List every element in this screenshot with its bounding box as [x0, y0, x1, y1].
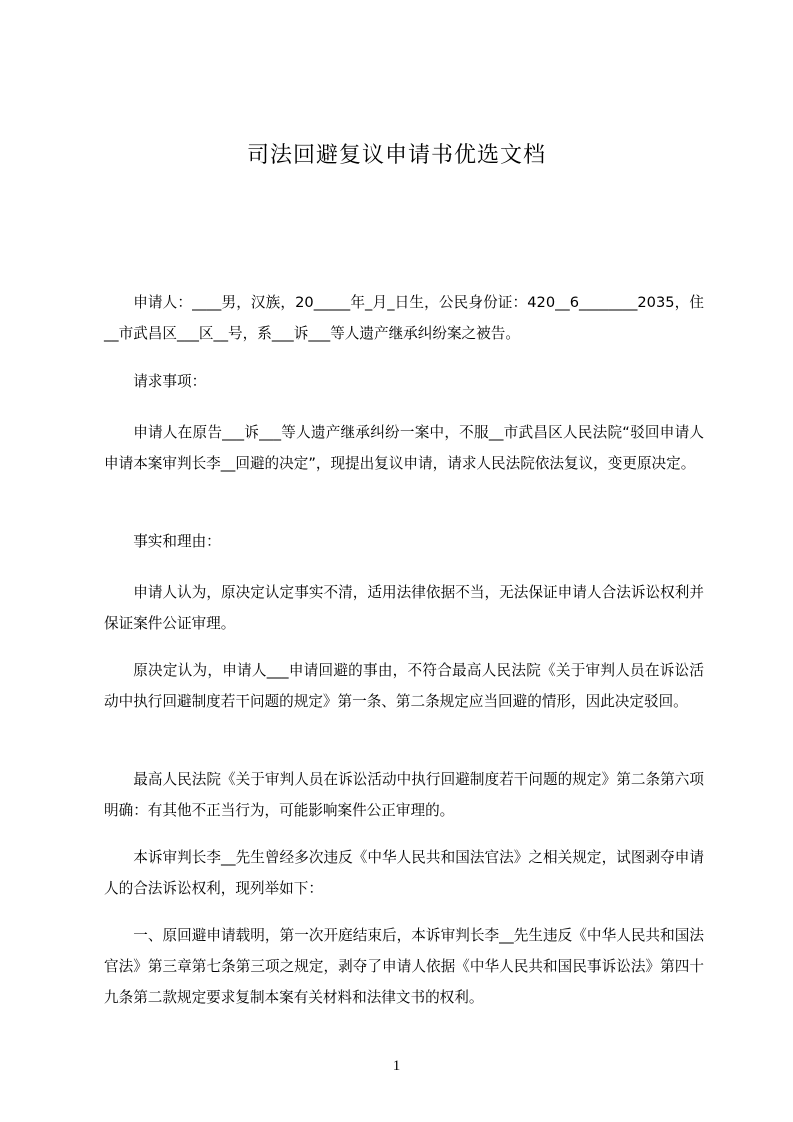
page-number: 1 — [392, 1058, 401, 1074]
request-heading: 请求事项： — [133, 373, 207, 390]
reason-paragraph-1: 申请人认为，原决定认定事实不清，适用法律依据不当，无法保证申请人合法诉讼权利并保证案件公证审理。 — [104, 584, 704, 632]
reason-paragraph-2: 原决定认为，申请人___申请回避的事由，不符合最高人民法院《关于审判人员在诉讼活动中执行回避制度若干问题的规定》第一条、第二条规定应当回避的情形，因此决定驳回。 — [104, 662, 704, 710]
applicant-info-paragraph: 申请人：____男，汉族，20_____年_月_日生，公民身份证：420__6________2035，住__市武昌区___区__号，系___诉___等人遗产继承纠纷案之被告。 — [104, 294, 704, 342]
facts-heading: 事实和理由： — [133, 533, 221, 550]
reason-paragraph-3: 最高人民法院《关于审判人员在诉讼活动中执行回避制度若干问题的规定》第二条第六项明确：有其他不正当行为，可能影响案件公正审理的。 — [104, 771, 704, 819]
reason-item-1: 一、原回避申请载明，第一次开庭结束后，本诉审判长李__先生违反《中华人民共和国法官法》第三章第七条第三项之规定，剥夺了申请人依据《中华人民共和国民事诉讼法》第四十九条第二款规定要求复制本案有关材料和法律文书的权利。 — [104, 927, 704, 1006]
reason-paragraph-4: 本诉审判长李__先生曾经多次违反《中华人民共和国法官法》之相关规定，试图剥夺申请人的合法诉讼权利，现列举如下： — [104, 849, 704, 897]
request-paragraph: 申请人在原告___诉___等人遗产继承纠纷一案中，不服__市武昌区人民法院“驳回申请人申请本案审判长李__回避的决定”，现提出复议申请，请求人民法院依法复议，变更原决定。 — [104, 424, 704, 472]
document-title: 司法回避复议申请书优选文档 — [246, 143, 546, 168]
